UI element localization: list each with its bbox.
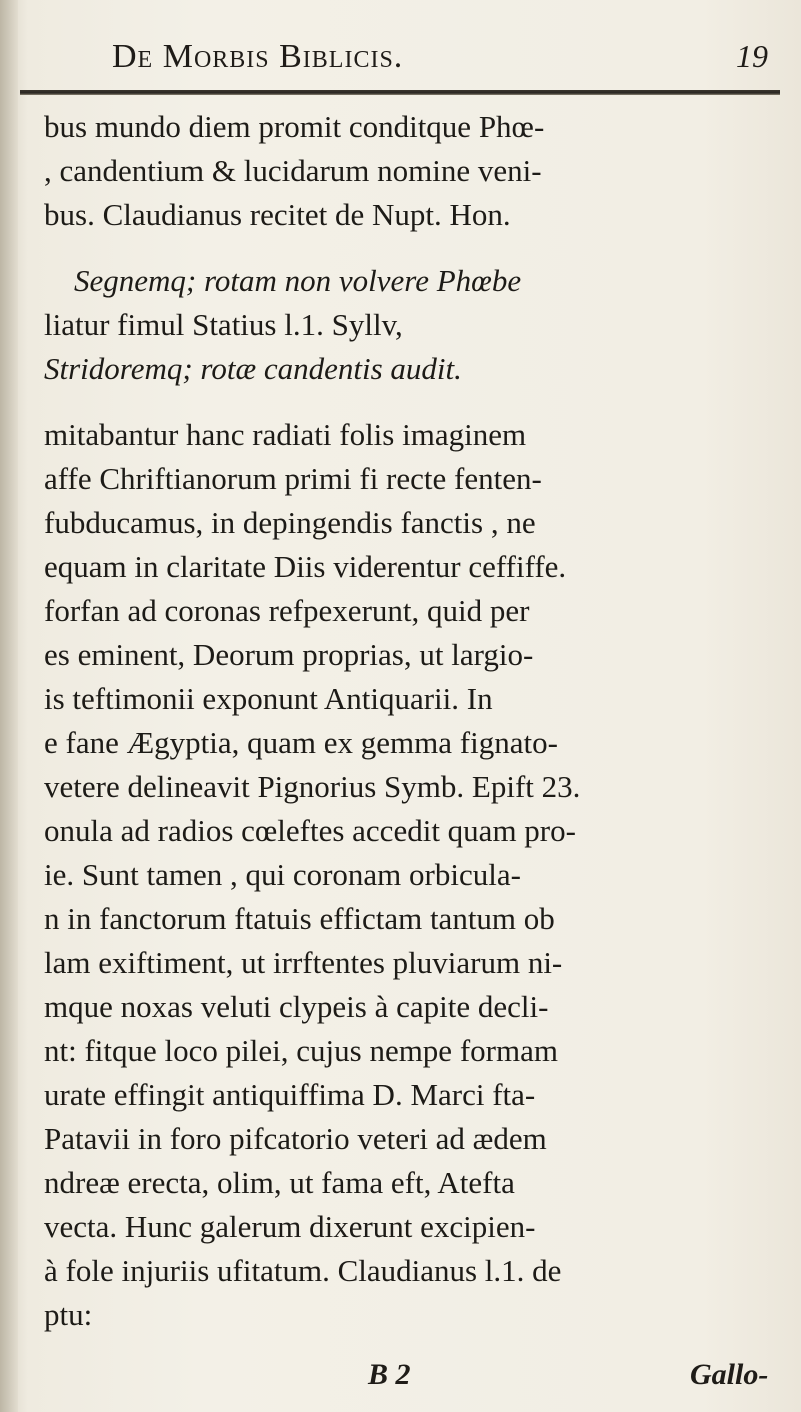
text-line: affe Chriftianorum primi fi recte fenten-: [44, 461, 542, 496]
text-line: bus mundo diem promit conditque Phœ-: [44, 109, 545, 144]
text-line: n in fanctorum ftatuis effictam tantum ob: [44, 901, 555, 936]
text-line: mitabantur hanc radiati folis imaginem: [44, 417, 527, 452]
text-line: es eminent, Deorum proprias, ut largio-: [44, 637, 534, 672]
verse-line: Segnemq; rotam non volvere Phœbe: [74, 263, 522, 298]
text-line: à fole injuriis ufitatum. Claudianus l.1. de: [44, 1253, 562, 1288]
text-line: lam exiftiment, ut irrftentes pluviarum ni-: [44, 945, 563, 980]
text-line: ndreæ erecta, olim, ut fama eft, Atefta: [44, 1165, 515, 1200]
text-line: nt: fitque loco pilei, cujus nempe formam: [44, 1033, 558, 1068]
text-line: onula ad radios cœleftes accedit quam pro-: [44, 813, 576, 848]
text-line: e fane Ægyptia, quam ex gemma fignato-: [44, 725, 558, 760]
text-line: fubducamus, in depingendis fanctis , ne: [44, 505, 536, 540]
catchword: Gallo-: [690, 1358, 769, 1391]
text-line: vecta. Hunc galerum dixerunt excipien-: [44, 1209, 536, 1244]
text-line: mque noxas veluti clypeis à capite decli-: [44, 989, 549, 1024]
text-line: urate effingit antiquiffima D. Marci fta-: [44, 1077, 536, 1112]
text-line: Patavii in foro pifcatorio veteri ad ædem: [44, 1121, 547, 1156]
header-rule: [20, 90, 780, 95]
text-line: is teftimonii exponunt Antiquarii. In: [44, 681, 493, 716]
page-number: 19: [736, 38, 768, 74]
binding-gutter: [0, 0, 18, 1412]
text-line: , candentium & lucidarum nomine veni-: [44, 153, 542, 188]
text-line: equam in claritate Diis viderentur ceffiffe.: [44, 549, 567, 584]
verse-line: Stridoremq; rotæ candentis audit.: [44, 351, 462, 386]
text-line: liatur fimul Statius l.1. Syllv,: [44, 307, 403, 342]
text-line: forfan ad coronas refpexerunt, quid per: [44, 593, 530, 628]
running-title: De Morbis Biblicis.: [112, 38, 404, 75]
text-line: vetere delineavit Pignorius Symb. Epift 23.: [44, 769, 581, 804]
text-line: ie. Sunt tamen , qui coronam orbicula-: [44, 857, 521, 892]
text-line: ptu:: [44, 1297, 93, 1332]
signature-mark: B 2: [368, 1358, 411, 1391]
text-line: bus. Claudianus recitet de Nupt. Hon.: [44, 197, 511, 232]
page-header: [0, 28, 801, 78]
